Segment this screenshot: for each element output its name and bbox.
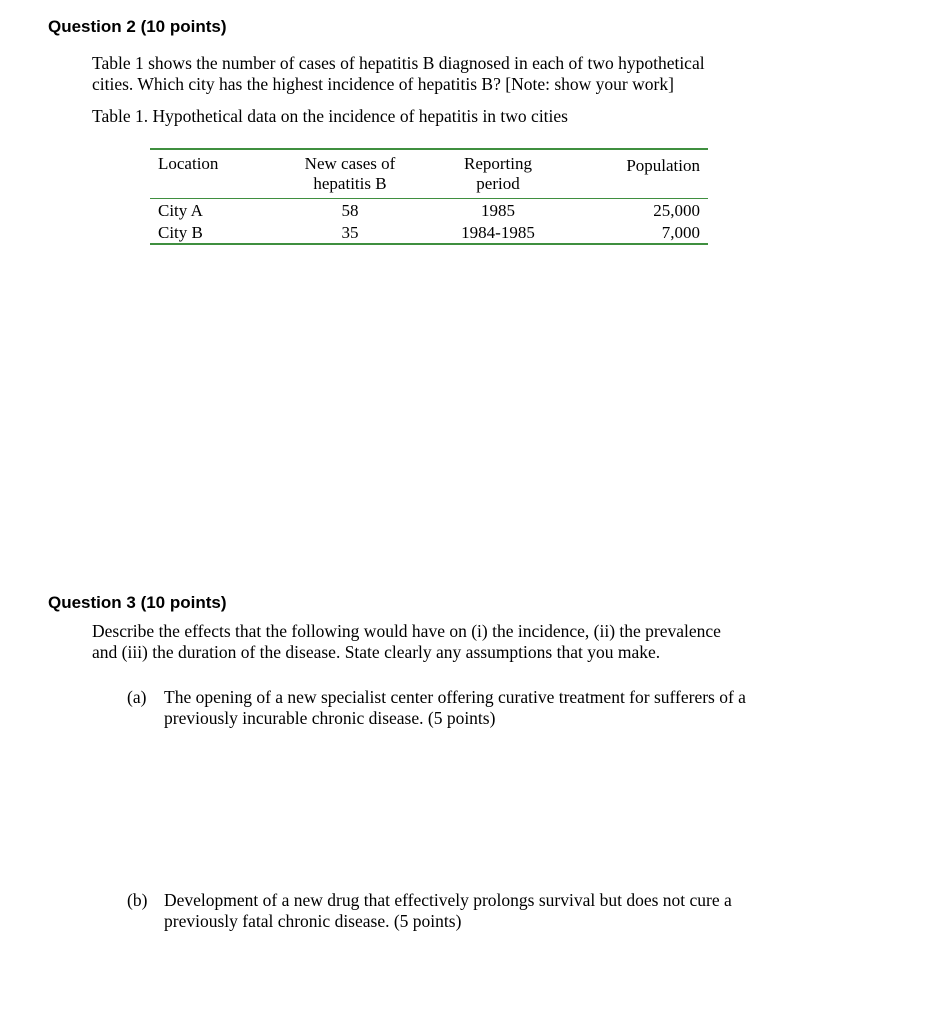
table-header-rule <box>150 198 708 199</box>
question-2-text-line-2: cities. Which city has the highest incidence of hepatitis B? [Note: show your work] <box>92 74 674 94</box>
table-bottom-rule <box>150 243 708 245</box>
header-new-cases-line-1: New cases of <box>304 154 396 173</box>
part-b-text-line-2: previously fatal chronic disease. (5 points) <box>164 911 462 931</box>
part-a-label: (a) <box>127 687 147 707</box>
header-location: Location <box>158 154 219 173</box>
part-b-text-line-1: Development of a new drug that effectively prolongs survival but does not cure a <box>164 890 732 910</box>
row-1-period: 1985 <box>481 201 515 220</box>
row-1-population: 25,000 <box>653 201 700 220</box>
row-2-population: 7,000 <box>661 223 700 242</box>
part-a-text-line-2: previously incurable chronic disease. (5 points) <box>164 708 496 728</box>
question-3-text-line-1: Describe the effects that the following would have on (i) the incidence, (ii) the prevalence <box>92 621 721 641</box>
question-3-text-line-2: and (iii) the duration of the disease. State clearly any assumptions that you make. <box>92 642 661 662</box>
row-2-cases: 35 <box>341 223 359 242</box>
question-3-heading: Question 3 (10 points) <box>48 593 227 612</box>
row-1-location: City A <box>158 201 203 220</box>
question-3-text <box>92 621 721 663</box>
header-reporting-period-line-1: Reporting <box>464 154 532 173</box>
question-2-text <box>92 53 705 95</box>
header-new-cases <box>270 154 430 194</box>
row-2-location: City B <box>158 223 203 242</box>
question-2-heading: Question 2 (10 points) <box>48 17 227 36</box>
table-top-rule <box>150 148 708 150</box>
question-2-text-line-1: Table 1 shows the number of cases of hepatitis B diagnosed in each of two hypothetical <box>92 53 705 73</box>
header-new-cases-line-2: hepatitis B <box>313 174 387 193</box>
part-a-text-line-1: The opening of a new specialist center offering curative treatment for sufferers of a <box>164 687 746 707</box>
part-a-text <box>164 687 746 729</box>
row-2-period: 1984-1985 <box>461 223 535 242</box>
header-population: Population <box>626 156 700 175</box>
row-1-cases: 58 <box>341 201 359 220</box>
header-reporting-period <box>418 154 578 194</box>
table-caption: Table 1. Hypothetical data on the incidence of hepatitis in two cities <box>92 106 568 126</box>
hepatitis-table <box>150 148 708 246</box>
part-b-text <box>164 890 732 932</box>
header-reporting-period-line-2: period <box>476 174 520 193</box>
part-b-label: (b) <box>127 890 148 910</box>
